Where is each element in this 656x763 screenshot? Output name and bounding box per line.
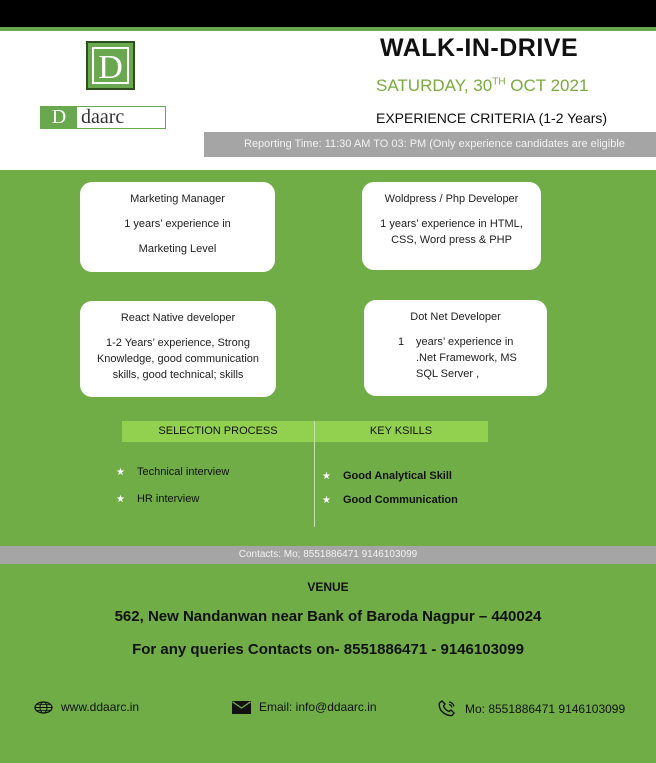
list-number: 1: [398, 336, 405, 348]
position-detail: CSS, Word press & PHP: [391, 234, 512, 246]
footer-email[interactable]: [232, 700, 377, 714]
position-card-marketing-manager: [80, 182, 275, 272]
position-card-dot-net: [364, 300, 547, 396]
email-link[interactable]: Email: info@ddaarc.in: [259, 700, 377, 714]
position-detail: SQL Server ,: [416, 368, 480, 380]
selection-item: Technical interview: [136, 466, 230, 478]
position-detail: 1 years’ experience in: [124, 218, 231, 230]
contacts-bar: Contacts: Mo; 8551886471 9146103099: [0, 546, 656, 564]
logo-strip-letter: D: [41, 107, 77, 128]
skill-item: Good Communication: [342, 494, 458, 506]
reporting-time-bar: Reporting Time: 11:30 AM TO 03: PM (Only experience candidates are eligible: [204, 132, 656, 157]
list-item: [322, 494, 458, 506]
list-item: [116, 493, 199, 505]
logo-wordmark: [40, 106, 166, 129]
date-month-year: OCT 2021: [505, 76, 589, 95]
position-card-wordpress-php: [362, 182, 541, 270]
selection-item: HR interview: [136, 493, 200, 505]
envelope-icon: [232, 701, 251, 714]
position-detail: skills, good technical; skills: [112, 369, 244, 381]
star-icon: ★: [116, 467, 125, 478]
queries-contact: For any queries Contacts on- 8551886471 - 9146103099: [132, 641, 524, 658]
globe-icon: [34, 701, 53, 714]
event-date: [376, 76, 588, 96]
phone-number[interactable]: Mo: 8551886471 9146103099: [465, 701, 626, 716]
venue-address: 562, New Nandanwan near Bank of Baroda Nagpur – 440024: [114, 608, 542, 625]
position-title: React Native developer: [120, 312, 236, 324]
star-icon: ★: [322, 471, 331, 482]
star-icon: ★: [322, 495, 331, 506]
position-title: Woldpress / Php Developer: [384, 193, 519, 205]
logo-mark: [86, 41, 135, 90]
position-detail: 1 years’ experience in HTML,: [380, 218, 523, 230]
page-title: WALK-IN-DRIVE: [380, 34, 579, 62]
key-skills-heading: KEY KSILLS: [369, 425, 433, 437]
position-title: Dot Net Developer: [410, 311, 501, 323]
position-title: Marketing Manager: [130, 193, 225, 205]
skill-item: Good Analytical Skill: [342, 470, 452, 482]
position-card-react-native: [80, 301, 276, 397]
position-detail: Knowledge, good communication: [96, 353, 260, 365]
process-skills-header: [122, 421, 488, 442]
position-detail: years’ experience in: [416, 336, 514, 348]
footer-phone[interactable]: [438, 700, 625, 717]
selection-process-heading: SELECTION PROCESS: [158, 425, 278, 437]
phone-icon: [438, 700, 457, 717]
position-detail: 1-2 Years’ experience, Strong: [106, 337, 250, 349]
top-green-line: [0, 27, 656, 31]
date-prefix: SATURDAY, 30: [376, 76, 493, 95]
top-black-bar: [0, 0, 656, 27]
list-item: [116, 466, 229, 478]
website-link[interactable]: www.ddaarc.in: [61, 700, 140, 714]
date-suffix-sup: TH: [492, 76, 506, 88]
list-item: [322, 470, 452, 482]
venue-label: VENUE: [307, 580, 349, 594]
column-divider: [314, 421, 315, 527]
experience-criteria: EXPERIENCE CRITERIA (1-2 Years): [376, 110, 608, 126]
logo-brand-name: daarc: [81, 106, 125, 128]
footer-website[interactable]: [34, 700, 139, 714]
position-detail-block: [364, 334, 547, 382]
star-icon: ★: [116, 494, 125, 505]
position-detail: .Net Framework, MS: [416, 352, 517, 364]
position-detail: Marketing Level: [138, 243, 217, 255]
logo-letter: D: [98, 49, 123, 86]
